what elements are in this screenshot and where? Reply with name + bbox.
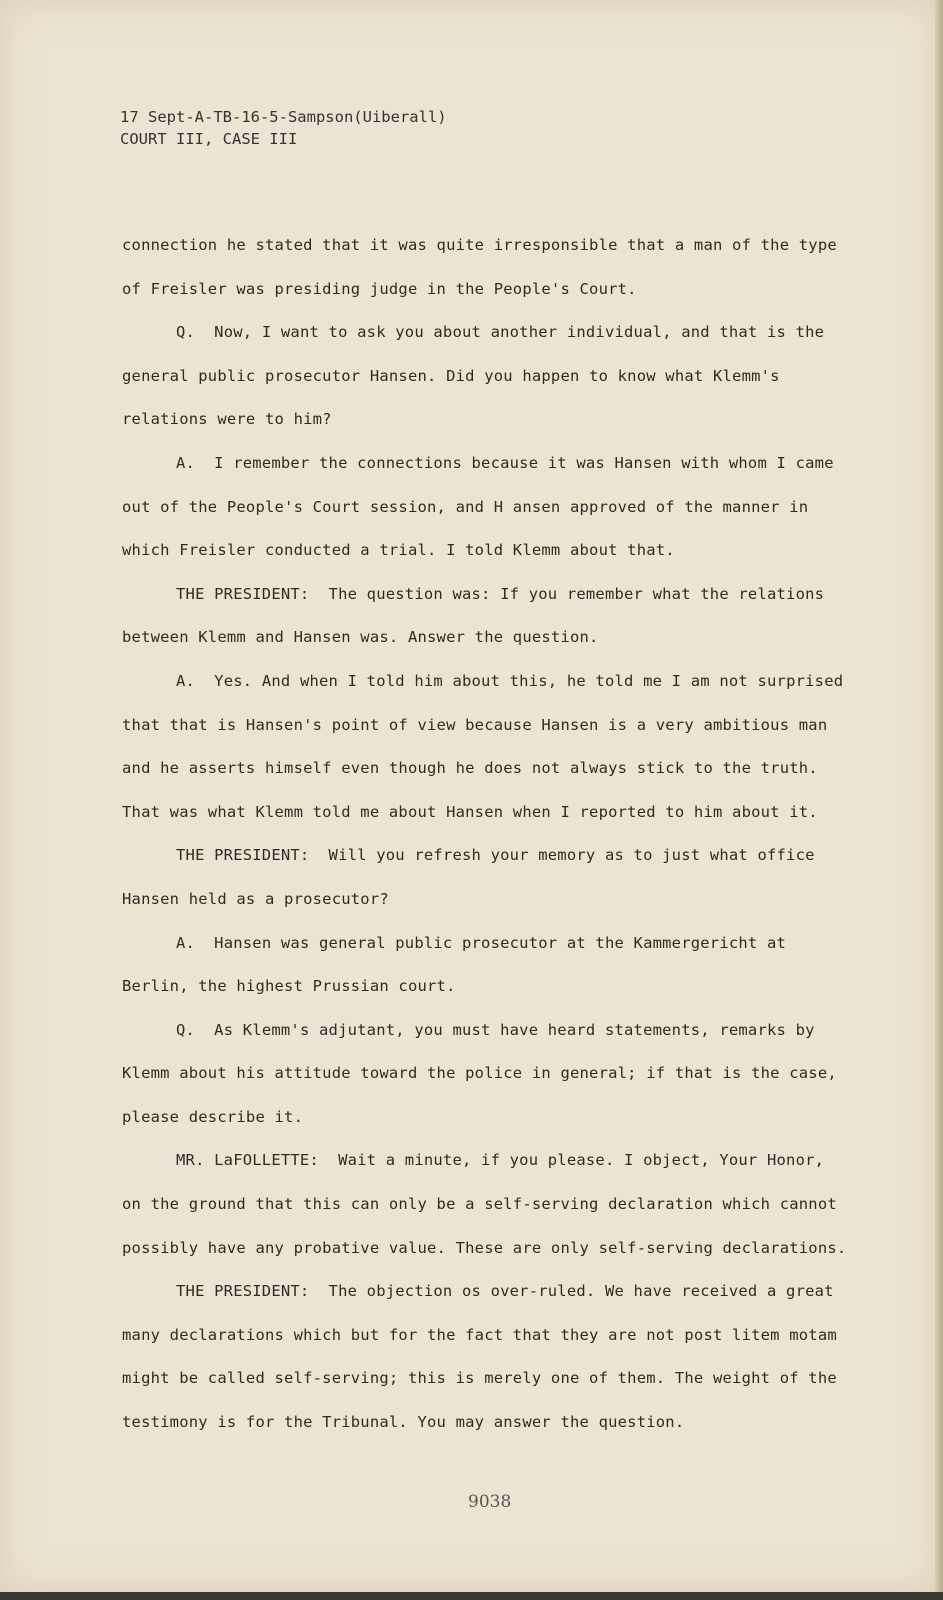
paragraph-text: Will you refresh your memory as to just what office Hansen held as a prosecutor? <box>122 846 815 908</box>
transcript-paragraph <box>122 1139 847 1270</box>
speaker-label: A. <box>176 453 196 472</box>
speaker-label: Q. <box>176 323 196 342</box>
transcript-paragraph <box>122 660 847 834</box>
transcript-paragraph <box>122 224 847 311</box>
transcript-paragraph <box>122 1009 847 1140</box>
transcript-paragraph <box>122 1270 847 1444</box>
paragraph-text: I remember the connections because it was Hansen with whom I came out of the People's Court session, and H ansen approved of the manner in which Freisler conducted a trial. I told Klemm about that. <box>122 453 834 560</box>
page-number: 9038 <box>468 1492 512 1512</box>
transcript-body <box>122 224 847 1445</box>
transcript-paragraph <box>122 573 847 660</box>
speaker-label: MR. LaFOLLETTE: <box>176 1151 319 1170</box>
speaker-label: THE PRESIDENT: <box>176 846 310 865</box>
scan-border <box>0 1592 943 1600</box>
paragraph-text: connection he stated that it was quite irresponsible that a man of the type of Freisler was presiding judge in the People's Court. <box>122 236 837 298</box>
speaker-label: A. <box>176 671 196 690</box>
transcript-paragraph <box>122 311 847 442</box>
header-court-line: COURT III, CASE III <box>120 130 298 148</box>
paragraph-text: The objection os over-ruled. We have received a great many declarations which but for the fact that they are not post litem motam might be called self-serving; this is merely one of them. The weight of the testimony is for the Tribunal. You may answer the question. <box>122 1282 837 1432</box>
paragraph-text: As Klemm's adjutant, you must have heard statements, remarks by Klemm about his attitude toward the police in general; if that is the case, please describe it. <box>122 1020 837 1126</box>
transcript-paragraph <box>122 442 847 573</box>
speaker-label: THE PRESIDENT: <box>176 584 310 603</box>
transcript-paragraph <box>122 834 847 921</box>
speaker-label: Q. <box>176 1020 196 1039</box>
paragraph-text: Wait a minute, if you please. I object, Your Honor, on the ground that this can only be a self-serving declaration which cannot possibly have any probative value. These are only self-serving declarations. <box>122 1151 847 1257</box>
paragraph-text: Now, I want to ask you about another individual, and that is the general public prosecutor Hansen. Did you happen to know what Klemm's relations were to him? <box>122 323 825 429</box>
document-header <box>120 106 447 150</box>
transcript-paragraph <box>122 922 847 1009</box>
header-reference-line: 17 Sept-A-TB-16-5-Sampson(Uiberall) <box>120 108 447 126</box>
speaker-label: THE PRESIDENT: <box>176 1282 310 1301</box>
paragraph-text: The question was: If you remember what the relations between Klemm and Hansen was. Answer the question. <box>122 584 825 647</box>
paragraph-text: Yes. And when I told him about this, he told me I am not surprised that that is Hansen's point of view because Hansen is a very ambitious man and he asserts himself even though he does not always stick to the truth. That was what Klemm told me about Hansen when I reported to him about it. <box>122 671 844 821</box>
page-edge <box>935 0 943 1592</box>
speaker-label: A. <box>176 933 196 952</box>
paragraph-text: Hansen was general public prosecutor at the Kammergericht at Berlin, the highest Prussian court. <box>122 933 787 996</box>
